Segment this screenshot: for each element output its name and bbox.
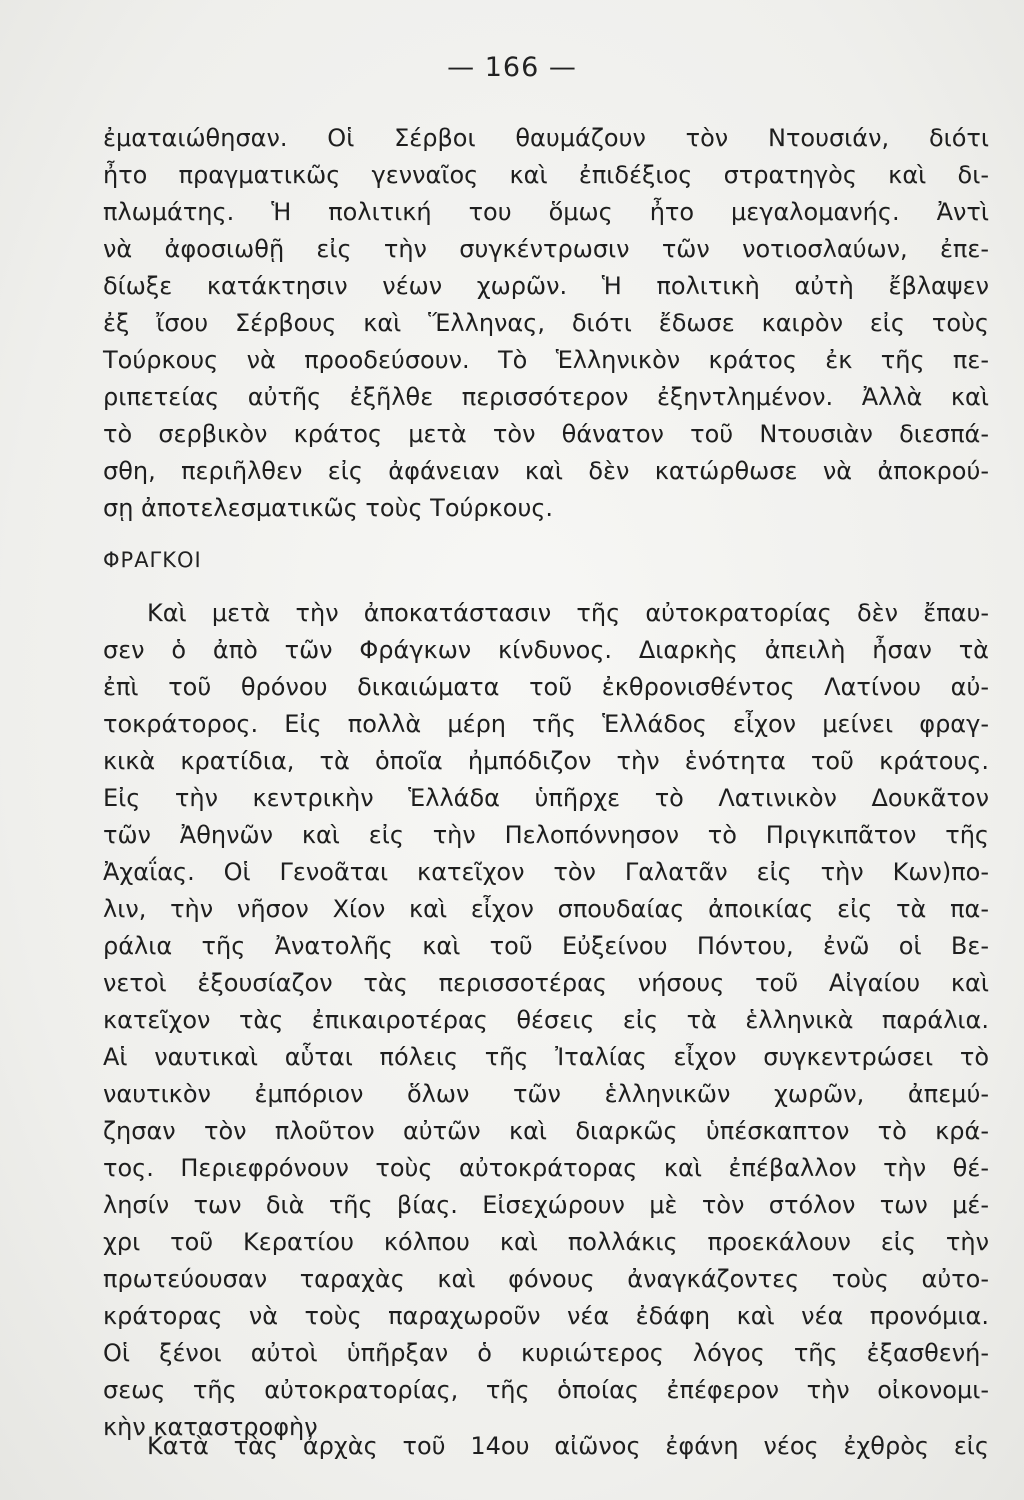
text-line: Αἱ ναυτικαὶ αὗται πόλεις τῆς Ἰταλίας εἶχον συγκεντρώσει τὸ (103, 1043, 989, 1071)
text-line: νετοὶ ἐξουσίαζον τὰς περισσοτέρας νήσους τοῦ Αἰγαίου καὶ (103, 969, 989, 997)
section-heading: ΦΡΑΓΚΟΙ (103, 548, 202, 572)
paragraph-next (103, 1428, 989, 1465)
text-line: τοκράτορος. Εἰς πολλὰ μέρη τῆς Ἑλλάδος εἶχον μείνει φραγ- (103, 710, 989, 738)
text-line: τος. Περιεφρόνουν τοὺς αὐτοκράτορας καὶ ἐπέβαλλον τὴν θέ- (103, 1154, 989, 1182)
text-line: Εἰς τὴν κεντρικὴν Ἑλλάδα ὑπῆρχε τὸ Λατινικὸν Δουκᾶτον (103, 784, 989, 812)
text-line: λιν, τὴν νῆσον Χίον καὶ εἶχον σπουδαίας ἀποικίας εἰς τὰ πα- (103, 895, 989, 923)
text-line: σῃ ἀποτελεσματικῶς τοὺς Τούρκους. (103, 494, 554, 522)
text-line: κὴν καταστροφὴν (103, 1413, 318, 1441)
text-line: Οἱ ξένοι αὐτοὶ ὑπῆρξαν ὁ κυριώτερος λόγος τῆς ἐξασθενή- (103, 1339, 989, 1367)
text-line: Τούρκους νὰ προοδεύσουν. Τὸ Ἑλληνικὸν κράτος ἐκ τῆς πε- (103, 346, 989, 374)
text-line: κικὰ κρατίδια, τὰ ὁποῖα ἠμπόδιζον τὴν ἑνότητα τοῦ κράτους. (103, 747, 989, 775)
text-line: ἐματαιώθησαν. Οἱ Σέρβοι θαυμάζουν τὸν Ντουσιάν, διότι (103, 124, 989, 152)
text-line: δίωξε κατάκτησιν νέων χωρῶν. Ἡ πολιτικὴ αὐτὴ ἔβλαψεν (103, 272, 989, 300)
text-line: πρωτεύουσαν ταραχὰς καὶ φόνους ἀναγκάζοντες τοὺς αὐτο- (103, 1265, 989, 1293)
text-line: Κατὰ τὰς ἀρχὰς τοῦ 14ου αἰῶνος ἐφάνη νέος ἐχθρὸς εἰς (147, 1432, 989, 1460)
text-line: τῶν Ἀθηνῶν καὶ εἰς τὴν Πελοπόννησον τὸ Πριγκιπᾶτον τῆς (103, 821, 989, 849)
text-line: χρι τοῦ Κερατίου κόλπου καὶ πολλάκις προεκάλουν εἰς τὴν (103, 1228, 989, 1256)
text-line: ναυτικὸν ἐμπόριον ὅλων τῶν ἑλληνικῶν χωρῶν, ἀπεμύ- (103, 1080, 989, 1108)
paragraph-serbs (103, 120, 989, 527)
text-line: ἦτο πραγματικῶς γενναῖος καὶ ἐπιδέξιος στρατηγὸς καὶ δι- (103, 161, 989, 189)
text-line: πλωμάτης. Ἡ πολιτική του ὅμως ἦτο μεγαλομανής. Ἀντὶ (103, 198, 989, 226)
text-line: ζησαν τὸν πλοῦτον αὐτῶν καὶ διαρκῶς ὑπέσκαπτον τὸ κρά- (103, 1117, 989, 1145)
text-line: σθη, περιῆλθεν εἰς ἀφάνειαν καὶ δὲν κατώρθωσε νὰ ἀποκρού- (103, 457, 989, 485)
text-line: νὰ ἀφοσιωθῇ εἰς τὴν συγκέντρωσιν τῶν νοτιοσλαύων, ἐπε- (103, 235, 989, 263)
text-line: λησίν των διὰ τῆς βίας. Εἰσεχώρουν μὲ τὸν στόλον των μέ- (103, 1191, 989, 1219)
text-line: κράτορας νὰ τοὺς παραχωροῦν νέα ἐδάφη καὶ νέα προνόμια. (103, 1302, 989, 1330)
text-line: ράλια τῆς Ἀνατολῆς καὶ τοῦ Εὐξείνου Πόντου, ἐνῶ οἱ Βε- (103, 932, 989, 960)
text-line: Καὶ μετὰ τὴν ἀποκατάστασιν τῆς αὐτοκρατορίας δὲν ἔπαυ- (147, 599, 989, 627)
paragraph-franks (103, 595, 989, 1446)
text-line: Ἀχαΐας. Οἱ Γενοᾶται κατεῖχον τὸν Γαλατᾶν εἰς τὴν Κων)πο- (103, 858, 989, 886)
text-line: ἐπὶ τοῦ θρόνου δικαιώματα τοῦ ἐκθρονισθέντος Λατίνου αὐ- (103, 673, 989, 701)
text-line: τὸ σερβικὸν κράτος μετὰ τὸν θάνατον τοῦ Ντουσιὰν διεσπά- (103, 420, 989, 448)
text-line: σεν ὁ ἀπὸ τῶν Φράγκων κίνδυνος. Διαρκὴς ἀπειλὴ ἦσαν τὰ (103, 636, 989, 664)
text-line: σεως τῆς αὐτοκρατορίας, τῆς ὁποίας ἐπέφερον τὴν οἰκονομι- (103, 1376, 989, 1404)
page-number: — 166 — (447, 52, 577, 83)
text-line: ἐξ ἴσου Σέρβους καὶ Ἕλληνας, διότι ἔδωσε καιρὸν εἰς τοὺς (103, 309, 989, 337)
text-line: ριπετείας αὐτῆς ἐξῆλθε περισσότερον ἐξηντλημένον. Ἀλλὰ καὶ (103, 383, 989, 411)
text-line: κατεῖχον τὰς ἐπικαιροτέρας θέσεις εἰς τὰ ἑλληνικὰ παράλια. (103, 1006, 989, 1034)
